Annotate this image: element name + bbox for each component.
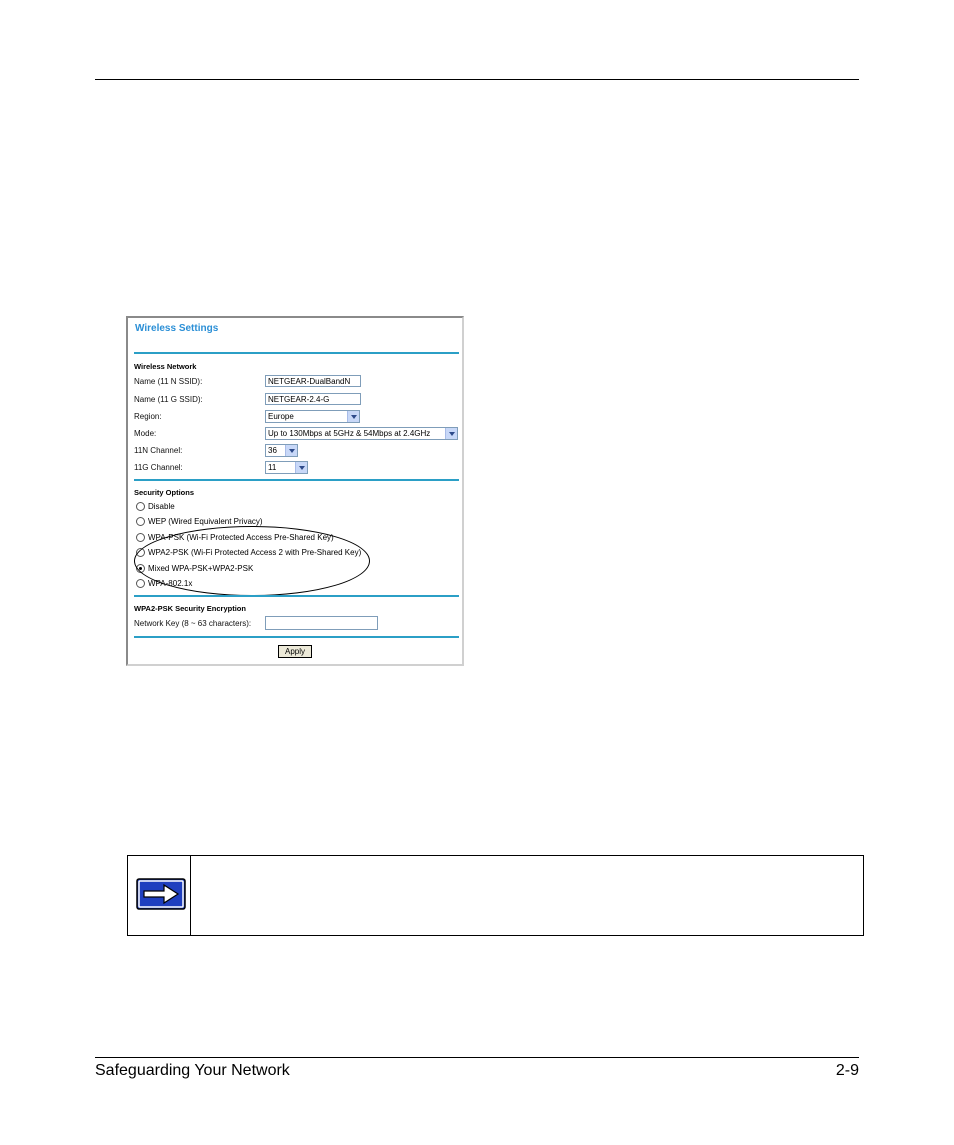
channel-11n-value: 36 xyxy=(268,446,277,455)
header-rule xyxy=(95,79,859,80)
channel-11n-select[interactable] xyxy=(265,444,298,457)
encryption-heading: WPA2-PSK Security Encryption xyxy=(134,604,246,613)
region-label: Region: xyxy=(134,412,162,421)
divider xyxy=(134,352,459,354)
divider xyxy=(134,595,459,597)
note-divider xyxy=(190,856,191,935)
radio-button[interactable] xyxy=(136,517,145,526)
region-value: Europe xyxy=(268,412,294,421)
radio-label: WEP (Wired Equivalent Privacy) xyxy=(148,517,263,526)
radio-button[interactable] xyxy=(136,533,145,542)
radio-label: WPA2-PSK (Wi-Fi Protected Access 2 with Pre-Shared Key) xyxy=(148,548,362,557)
right-arrow-icon xyxy=(136,878,186,910)
mode-value: Up to 130Mbps at 5GHz & 54Mbps at 2.4GHz xyxy=(268,429,431,438)
radio-option-wep[interactable] xyxy=(136,517,263,526)
highlight-oval xyxy=(134,526,370,596)
chevron-down-icon xyxy=(347,411,359,422)
ssid-11n-input[interactable]: NETGEAR-DualBandN xyxy=(265,375,361,387)
note-box xyxy=(127,855,864,936)
radio-label: Disable xyxy=(148,502,175,511)
chevron-down-icon xyxy=(295,462,307,473)
chevron-down-icon xyxy=(445,428,457,439)
footer-section-title: Safeguarding Your Network xyxy=(95,1062,290,1079)
radio-label: Mixed WPA-PSK+WPA2-PSK xyxy=(148,564,254,573)
ssid-11n-label: Name (11 N SSID): xyxy=(134,377,203,386)
channel-11g-select[interactable] xyxy=(265,461,308,474)
channel-11g-label: 11G Channel: xyxy=(134,463,183,472)
region-select[interactable] xyxy=(265,410,360,423)
wireless-network-heading: Wireless Network xyxy=(134,362,197,371)
radio-label: WPA-PSK (Wi-Fi Protected Access Pre-Shared Key) xyxy=(148,533,334,542)
wireless-settings-screenshot xyxy=(126,316,464,666)
radio-label: WPA-802.1x xyxy=(148,579,193,588)
mode-select[interactable] xyxy=(265,427,458,440)
radio-button[interactable] xyxy=(136,579,145,588)
radio-button[interactable] xyxy=(136,502,145,511)
mode-label: Mode: xyxy=(134,429,157,438)
divider xyxy=(134,479,459,481)
security-options-heading: Security Options xyxy=(134,488,195,497)
divider xyxy=(134,636,459,638)
channel-11n-label: 11N Channel: xyxy=(134,446,183,455)
ssid-11g-input[interactable]: NETGEAR-2.4-G xyxy=(265,393,361,405)
network-key-input[interactable] xyxy=(265,616,378,630)
apply-button[interactable]: Apply xyxy=(278,645,312,658)
channel-11g-value: 11 xyxy=(268,463,277,472)
network-key-label: Network Key (8 ~ 63 characters): xyxy=(134,619,252,628)
wireless-settings-title: Wireless Settings xyxy=(135,323,219,334)
footer-rule xyxy=(95,1057,859,1058)
chevron-down-icon xyxy=(285,445,297,456)
ssid-11g-label: Name (11 G SSID): xyxy=(134,395,203,404)
radio-option-disable[interactable] xyxy=(136,502,175,511)
footer-page-number: 2-9 xyxy=(835,1062,859,1079)
